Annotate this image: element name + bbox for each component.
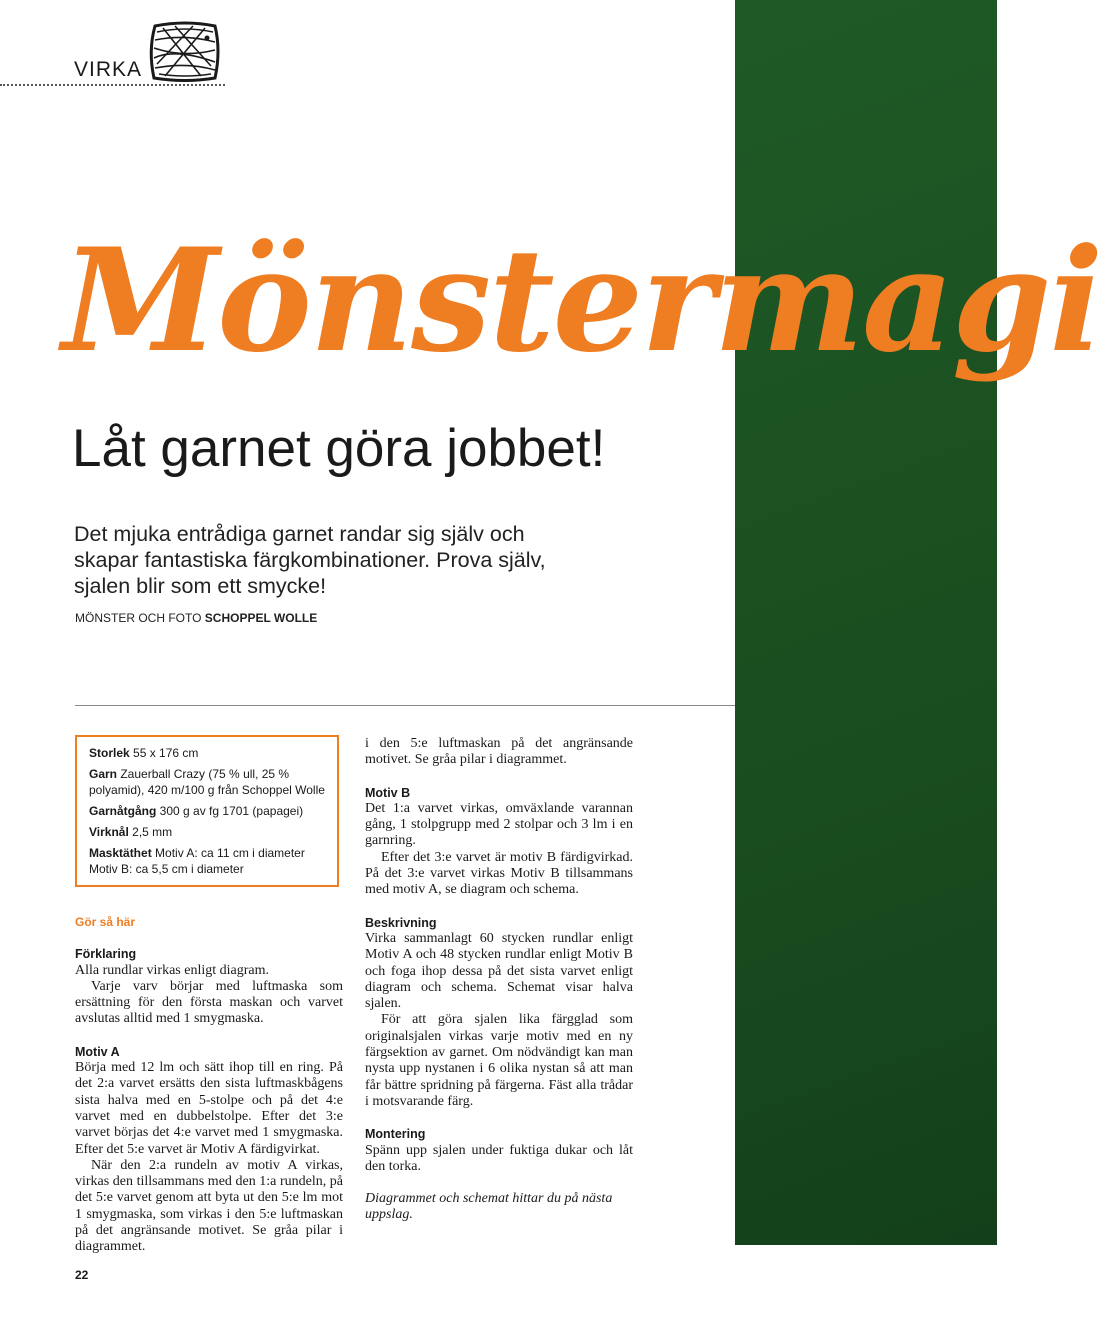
lede-paragraph: Det mjuka entrådiga garnet randar sig själv och skapar fantastiska färgkombinationer. Prova själv, sjalen blir som ett smycke! <box>74 522 546 598</box>
spec-label: Virknål <box>89 825 129 839</box>
green-side-panel <box>735 0 997 1245</box>
motiv-a-p1: Börja med 12 lm och sätt ihop till en ring. På det 2:a varvet ersätts den sista luftmaskbågens sista halva med en 5-stolpe och på det 4:e varvet med en dubbelstolpe. Efter det 3:e varvet börjas det 4:e varvet med 1 smygmaska. Efter det 5:e varvet är Motiv A färdigvirkat. <box>75 1060 343 1157</box>
beskrivning-heading: Beskrivning <box>365 915 437 930</box>
beskrivning-p2: För att göra sjalen lika färgglad som originalsjalen virkas varje motiv med en ny färgsektion av garnet. Om nödvändigt kan man nysta upp nystanen i 6 olika nystan så att man får bättre spridning på färgerna. Fäst alla trådar i motsvarande färg. <box>365 1012 633 1109</box>
spec-label: Garnåtgång <box>89 804 157 818</box>
spec-gauge <box>89 845 327 877</box>
spec-box <box>75 735 339 887</box>
section-tag: VIRKA <box>74 58 143 81</box>
spec-yarn <box>89 766 327 798</box>
motiv-b-heading: Motiv B <box>365 785 411 800</box>
spacer <box>365 769 633 785</box>
spec-value: Motiv A: ca 11 cm i diameter Motiv B: ca 5,5 cm i diameter <box>89 846 305 876</box>
motiv-a-heading: Motiv A <box>75 1044 120 1059</box>
montering-p1: Spänn upp sjalen under fuktiga dukar och låt den torka. <box>365 1142 633 1174</box>
forklaring-p2: Varje varv börjar med luftmaska som ersättning för den första maskan och varvet avslutas alltid med 1 smygmaska. <box>75 978 343 1027</box>
spec-size <box>89 745 327 761</box>
instructions-heading: Gör så här <box>75 915 136 929</box>
montering-heading: Montering <box>365 1127 426 1142</box>
credit-prefix: MÖNSTER OCH FOTO <box>75 611 202 625</box>
spacer <box>75 1028 343 1044</box>
yarn-ball-icon <box>145 18 223 84</box>
diagram-note: Diagrammet och schemat hittar du på nästa uppslag. <box>365 1191 613 1223</box>
spec-yarn-amount <box>89 803 327 819</box>
spec-hook <box>89 824 327 840</box>
spec-label: Garn <box>89 767 118 781</box>
spacer <box>365 1175 633 1191</box>
spacer <box>365 899 633 915</box>
motiv-b-p2: Efter det 3:e varvet är motiv B färdigvirkad. På det 3:e varvet virkas Motiv B tillsammans med motiv A, se diagram och schema. <box>365 849 633 898</box>
spec-label: Masktäthet <box>89 846 152 860</box>
text-column-right <box>365 736 633 1224</box>
spacer <box>365 1110 633 1126</box>
motiv-a-p2-continued: i den 5:e luftmaskan på det angränsande motivet. Se gråa pilar i diagrammet. <box>365 736 633 768</box>
spec-value: 55 x 176 cm <box>129 746 199 760</box>
credit-name: SCHOPPEL WOLLE <box>204 611 318 625</box>
subtitle: Låt garnet göra jobbet! <box>72 419 606 478</box>
page-number: 22 <box>75 1268 89 1282</box>
forklaring-p1: Alla rundlar virkas enligt diagram. <box>75 962 269 978</box>
credit-line <box>75 611 317 625</box>
section-tag-rule <box>0 84 225 86</box>
forklaring-heading: Förklaring <box>75 947 137 962</box>
spec-value: 2,5 mm <box>128 825 173 839</box>
script-title: Mönstermagi <box>62 218 1101 384</box>
spec-label: Storlek <box>89 746 130 760</box>
motiv-b-p1: Det 1:a varvet virkas, omväxlande varannan gång, 1 stolpgrupp med 2 stolpar och 3 lm i en garnring. <box>365 800 633 849</box>
divider <box>75 705 735 706</box>
text-column-left <box>75 914 343 1255</box>
motiv-a-p2: När den 2:a rundeln av motiv A virkas, virkas den tillsammans med den 1:a rundeln, på det 5:e varvet genom att byta ut den 5:e lm mot 1 smygmaska, som virkas i den 5:e luftmaskan på det angränsande motivet. Se gråa pilar i diagrammet. <box>75 1157 343 1255</box>
spec-value: Zauerball Crazy (75 % ull, 25 % polyamid), 420 m/100 g från Schoppel Wolle <box>89 767 325 797</box>
spec-value: 300 g av fg 1701 (papagei) <box>156 804 304 818</box>
beskrivning-p1: Virka sammanlagt 60 stycken rundlar enligt Motiv A och 48 stycken rundlar enligt Motiv B och foga ihop dessa på det sista varvet enligt diagram och schema. Schemat visar halva sjalen. <box>365 930 633 1012</box>
